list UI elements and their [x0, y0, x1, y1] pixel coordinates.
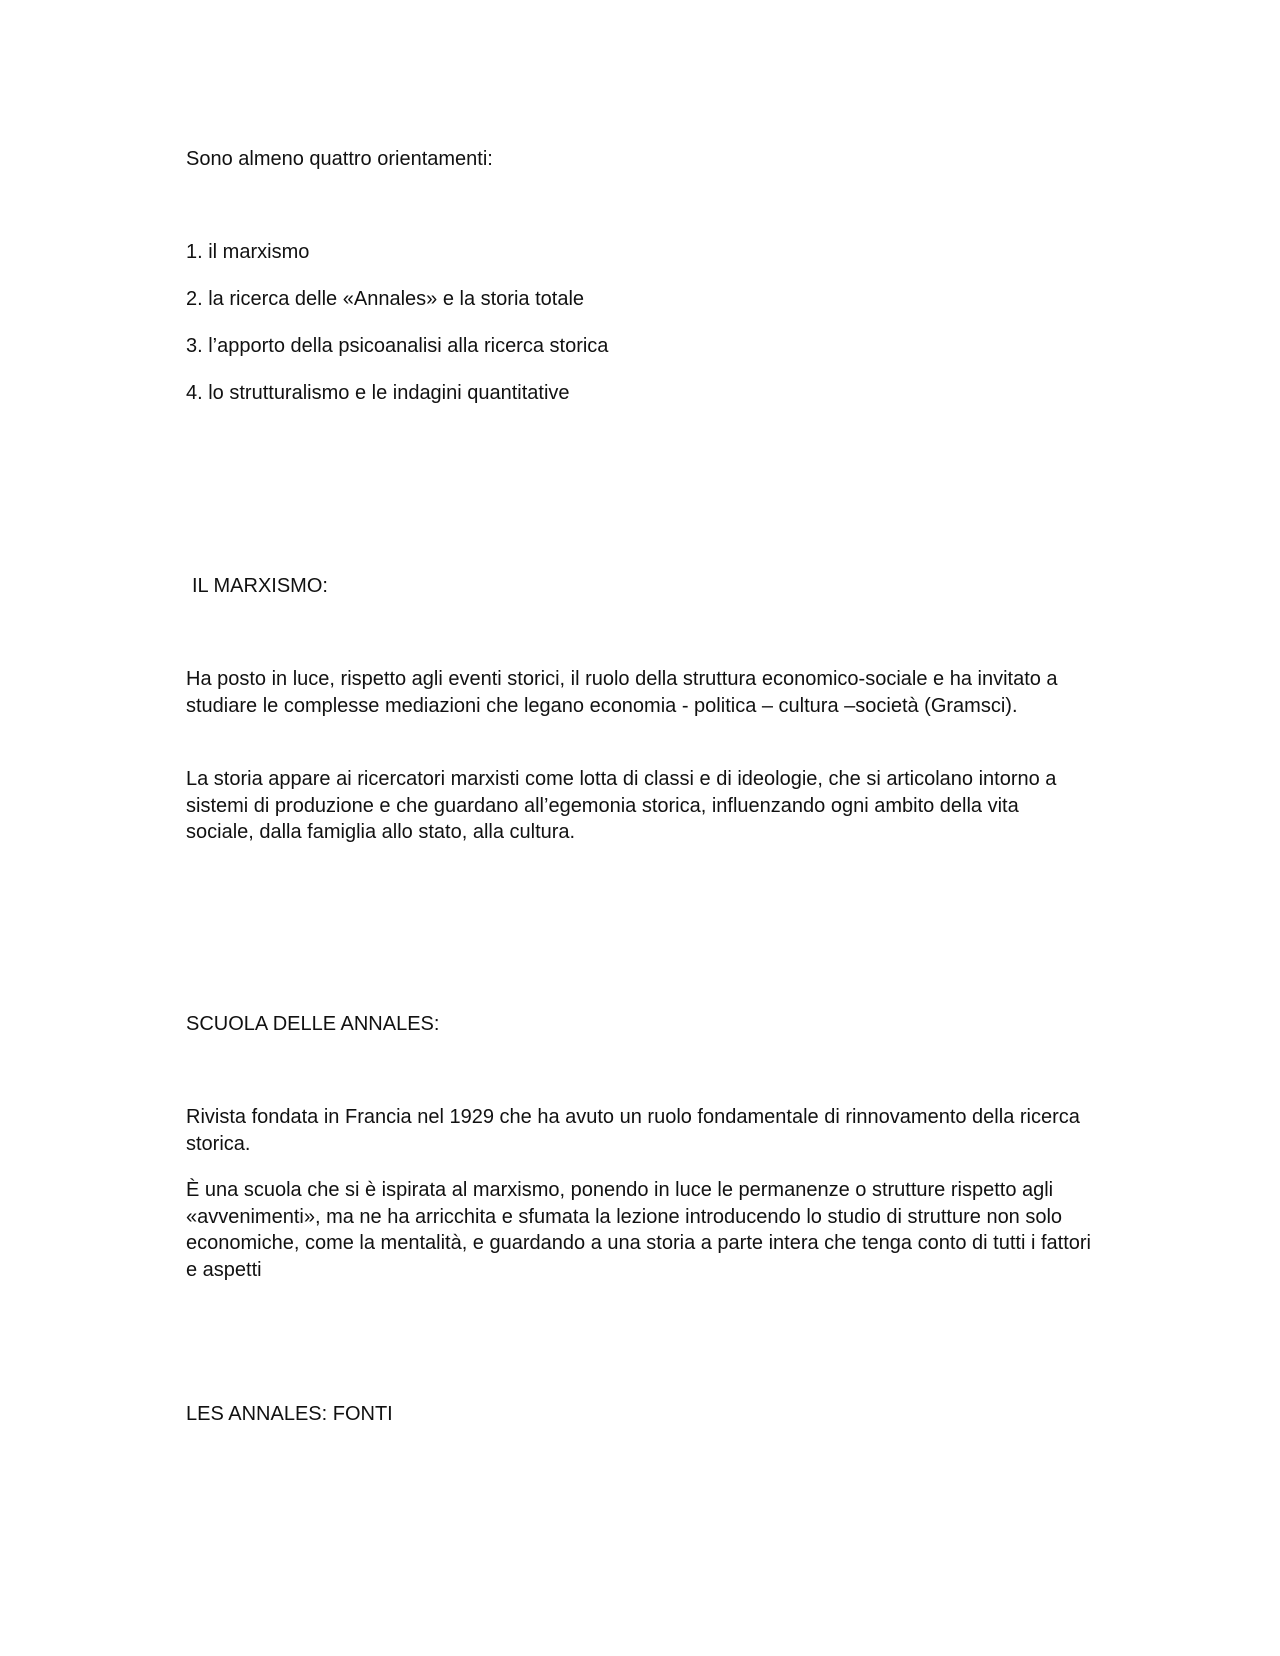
list-item: 4. lo strutturalismo e le indagini quantitative	[186, 382, 570, 404]
intro-text: Sono almeno quattro orientamenti:	[186, 148, 493, 170]
section-heading-annales: SCUOLA DELLE ANNALES:	[186, 1013, 440, 1035]
section-heading-fonti: LES ANNALES: FONTI	[186, 1403, 393, 1425]
marxismo-paragraph-2: La storia appare ai ricercatori marxisti come lotta di classi e di ideologie, che si articolano intorno a sistemi di produzione e che guardano all’egemonia storica, influenzando ogni ambito della vita sociale, dalla famiglia allo stato, alla cultura.	[186, 768, 1057, 843]
list-item: 3. l’apporto della psicoanalisi alla ricerca storica	[186, 335, 609, 357]
annales-paragraph-2: È una scuola che si è ispirata al marxismo, ponendo in luce le permanenze o strutture rispetto agli «avvenimenti», ma ne ha arricchita e sfumata la lezione introducendo lo studio di strutture non solo economiche, come la mentalità, e guardando a una storia a parte intera che tenga conto di tutti i fattori e aspetti	[186, 1179, 1091, 1281]
list-item: 2. la ricerca delle «Annales» e la storia totale	[186, 288, 585, 310]
list-item: 1. il marxismo	[186, 241, 310, 263]
marxismo-paragraph-1: Ha posto in luce, rispetto agli eventi storici, il ruolo della struttura economico-sociale e ha invitato a studiare le complesse mediazioni che legano economia - politica – cultura –società (Gramsci).	[186, 668, 1058, 717]
annales-paragraph-1: Rivista fondata in Francia nel 1929 che ha avuto un ruolo fondamentale di rinnovamento della ricerca storica.	[186, 1106, 1080, 1155]
section-heading-marxismo: IL MARXISMO:	[192, 575, 328, 597]
